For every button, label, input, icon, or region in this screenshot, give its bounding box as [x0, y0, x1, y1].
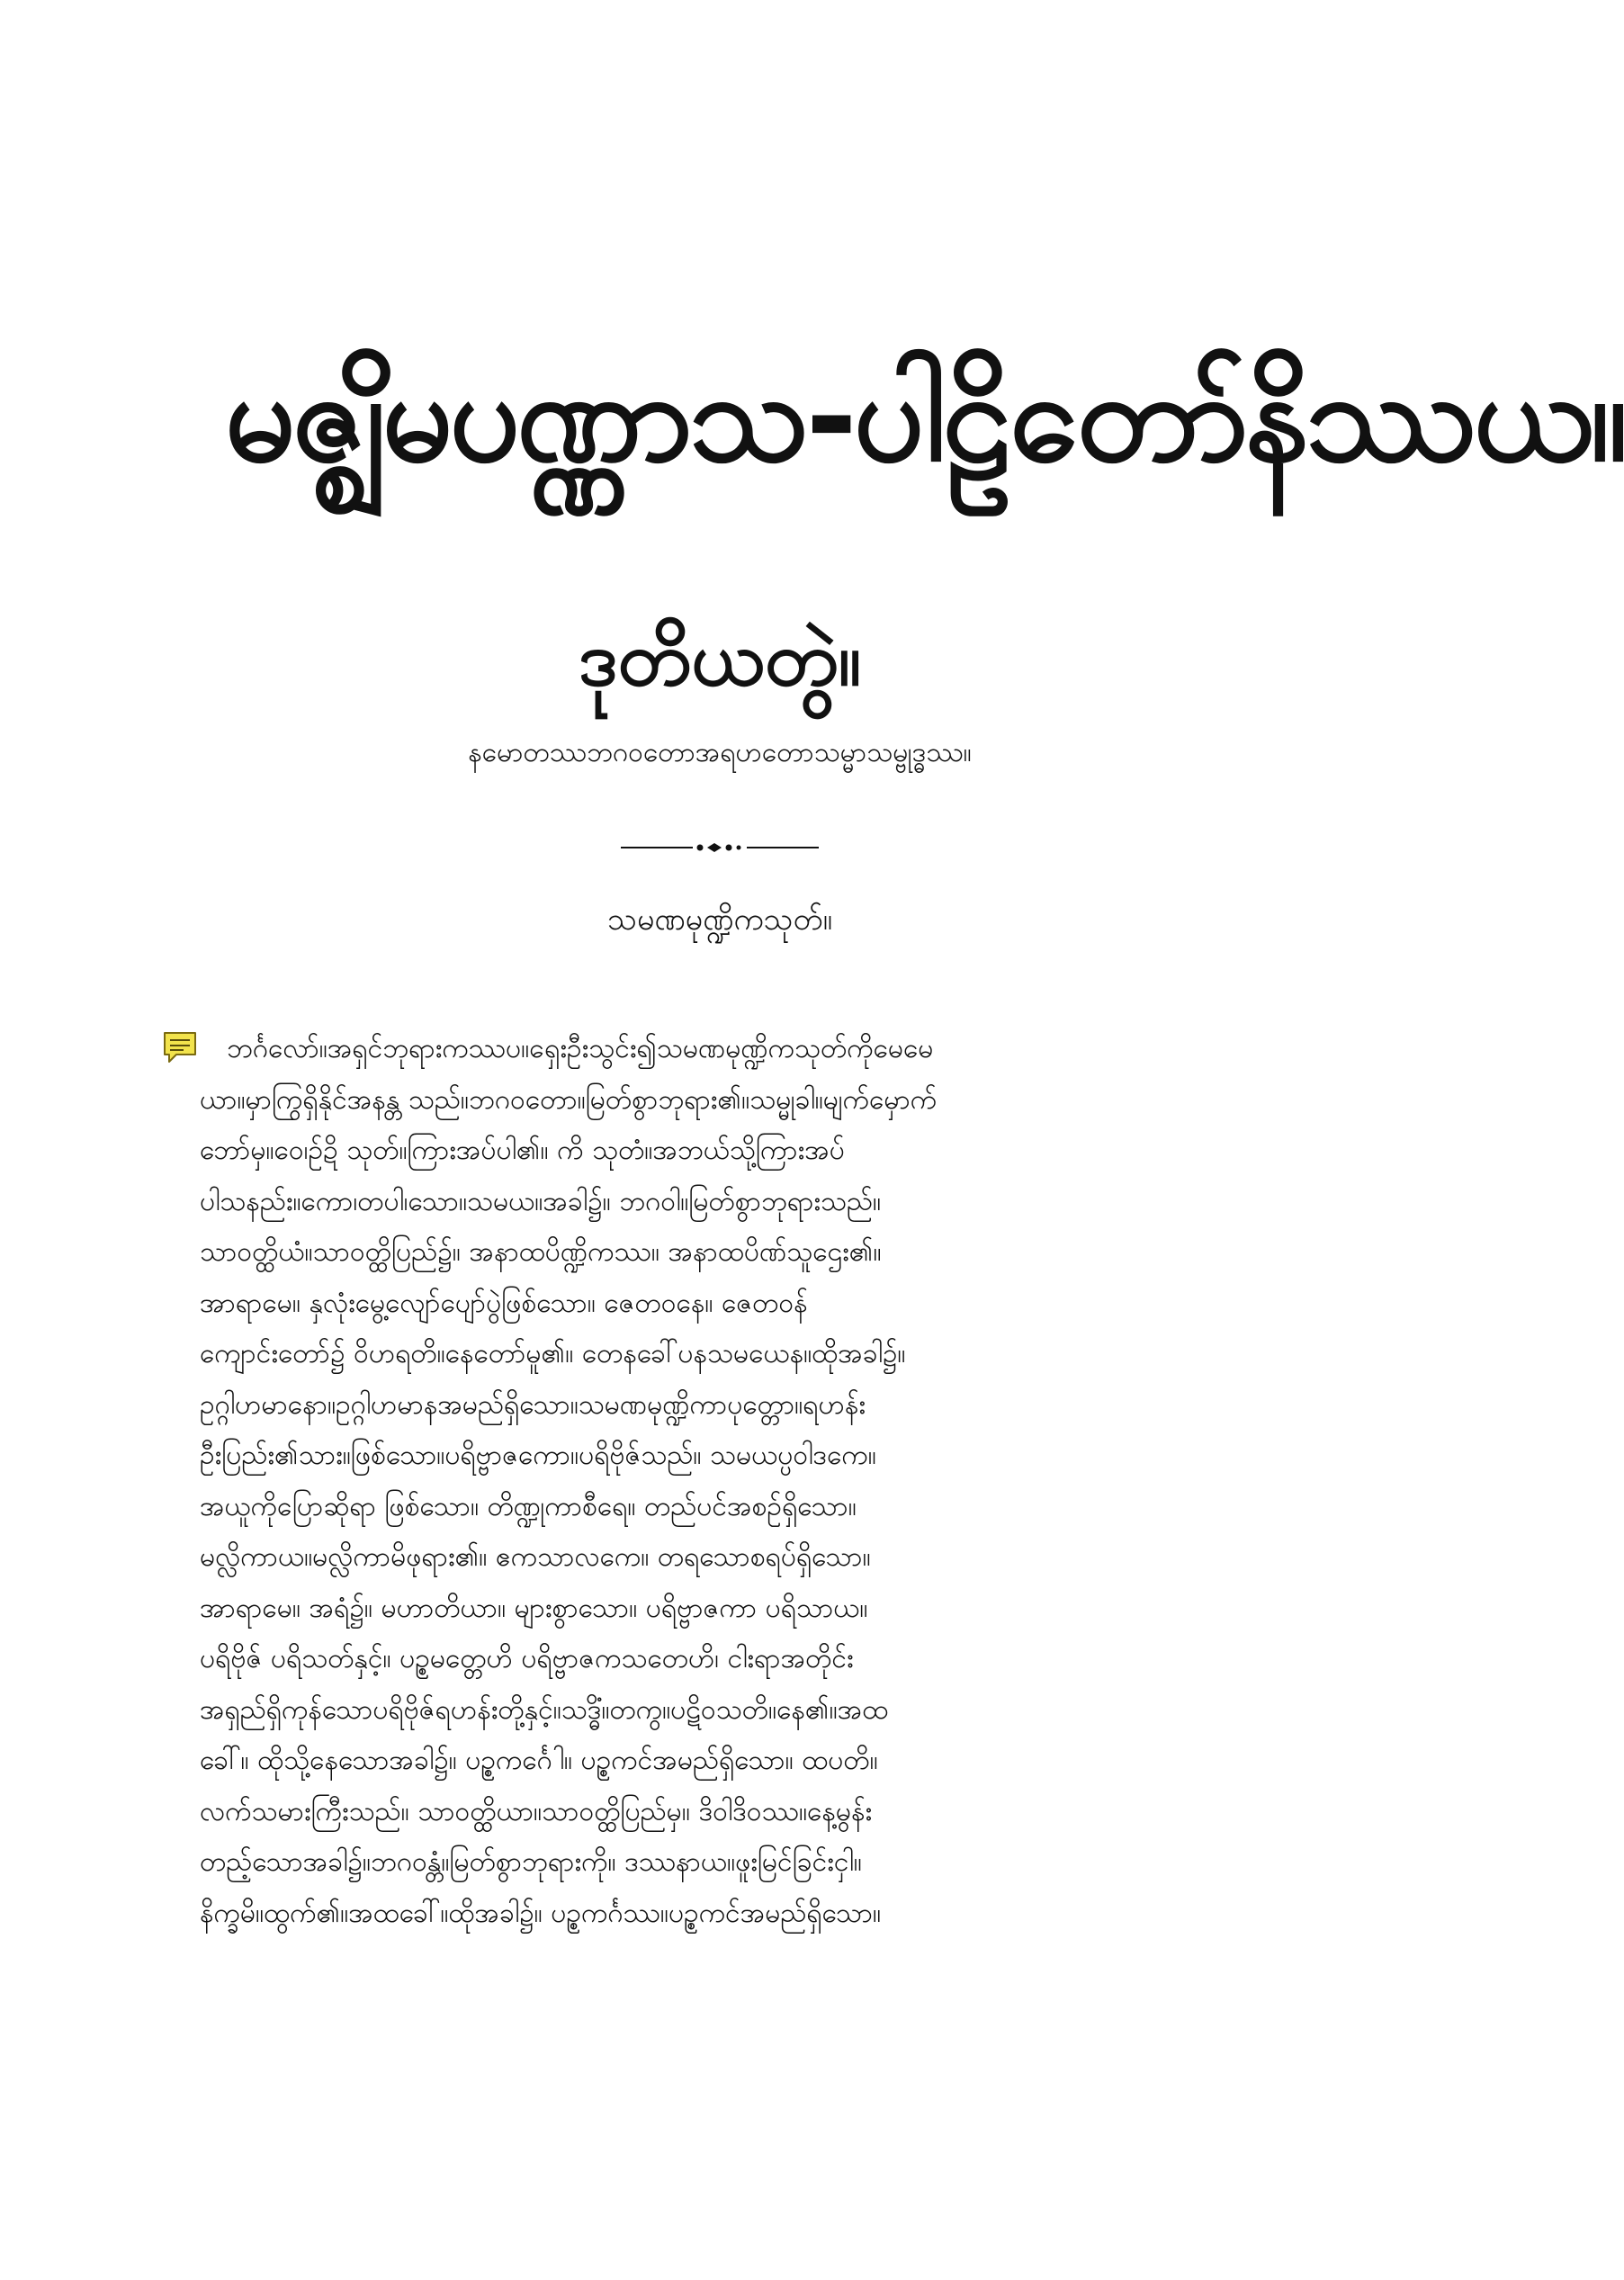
text-line: အာရာမေ။ အရံ၌။ မဟာတိယာ။ များစွာသော။ ပရိဗ္ဗာဇကာ ပရိသာယ။	[200, 1592, 868, 1624]
text-line: ဦးပြည်း၏သား။ဖြစ်သော။ပရိဗ္ဗာဇကော။ပရိဗိုဇ်သည်။ သမယပ္ပဝါဒကေ။	[200, 1440, 876, 1471]
body-text	[200, 1024, 1252, 1939]
subsection-title: သမဏမုဏ္ဍိကသုတ်။	[607, 902, 832, 938]
text-line: လက်သမားကြီးသည်။ သာဝတ္ထိယာ။သာဝတ္ထိပြည်မှ။ ဒိဝါဒိဝဿ။နေ့မွန်း	[200, 1795, 873, 1827]
note-comment-icon[interactable]	[162, 1030, 198, 1064]
text-line: အရှည်ရှိကုန်သောပရိဗိုဇ်ရဟန်းတို့နှင့်။သဒ္ဓိံ။တကွ။ပဋိဝသတိ။နေ၏။အထ	[200, 1693, 889, 1726]
text-line: ပါသနည်း။ကော၊တပါ၊သော။သမယ။အခါ၌။ ဘဂဝါ။မြတ်စွာဘုရားသည်။	[200, 1185, 882, 1217]
text-line: ကျောင်းတော်၌ ဝိဟရတိ။နေတော်မူ၏။ တေနခေါ်ပနသမယေန။ထိုအခါ၌။	[200, 1338, 906, 1369]
ornamental-divider-icon	[621, 841, 819, 854]
text-line: အာရာမေ။ နှလုံးမွေ့လျော်ပျော်ပွဲဖြစ်သော။ ဇေတဝနေ။ ဇေတဝန်	[200, 1287, 808, 1319]
text-line: မလ္လိကာယ။မလ္လိကာမိဖုရား၏။ ဧကသာလကေ။ တရသောစရပ်ရှိသော။	[200, 1541, 871, 1573]
text-line: အယူကိုပြောဆိုရာ ဖြစ်သော။ တိဏ္ဍုကာစီရေ။ တည်ပင်အစဉ်ရှိသော။	[200, 1490, 857, 1522]
text-line: ယာ။မှာကြွရှိနိုင်အနန္တ သည်။ဘဂဝတော။မြတ်စွာဘုရား၏။သမ္မုခါ။မျက်မှောက်	[200, 1083, 938, 1116]
text-line: သာဝတ္ထိယံ။သာဝတ္ထိပြည်၌။ အနာထပိဏ္ဍိကဿ။ အနာထပိဏ်သူဌေး၏။	[200, 1236, 882, 1268]
text-line: တည့်သောအခါ၌။ဘဂဝန္တံ။မြတ်စွာဘုရားကို။ ဒဿနာယ။ဖူးမြင်ခြင်းငှါ။	[200, 1846, 862, 1878]
text-line: ဘော်မှ။ဝေ၊ဉ်ဍိ သုတ်။ကြားအပ်ပါ၏။ ကိ သုတံ။အဘယ်သို့ကြားအပ်	[200, 1135, 845, 1166]
text-line: ပရိဗိုဇ် ပရိသတ်နှင့်။ ပဉ္စမတ္တေဟိ ပရိဗ္ဗာဇကသတေဟိ၊ ငါးရာအတိုင်း	[200, 1643, 854, 1674]
text-line: ဥဂ္ဂါဟမာနော။ဥဂ္ဂါဟမာနအမည်ရှိသော။သမဏမုဏ္ဍိကာပုတ္တော။ရဟန်း	[200, 1388, 866, 1421]
text-line: ဘင်္ဂလော်။အရှင်ဘုရားကဿပ။ရှေးဦးသွင်း၍သမဏမုဏ္ဍိကသုတ်ကိုမေမေ	[227, 1033, 934, 1064]
section-title: နမောတဿဘဂဝတောအရဟတောသမ္မာသမ္ဗုဒ္ဓဿ။	[468, 737, 972, 768]
text-line: ခေါ်။ ထိုသို့နေသောအခါ၌။ ပဉ္စကင်္ဂေါ။ ပဉ္စကင်အမည်ရှိသော။ ထပတိ။	[200, 1745, 878, 1776]
main-title: မဇ္ဈိမပဏ္ဏာသ-ပါဠိတော်နိဿယ။	[225, 345, 1624, 489]
text-line: နိက္ခမိ။ထွက်၏။အထခေါ်။ထိုအခါ၌။ ပဉ္စကင်္ဂဿ။ပဉ္စကင်အမည်ရှိသော။	[200, 1897, 882, 1929]
volume-title: ဒုတိယတွဲ။	[578, 615, 862, 703]
